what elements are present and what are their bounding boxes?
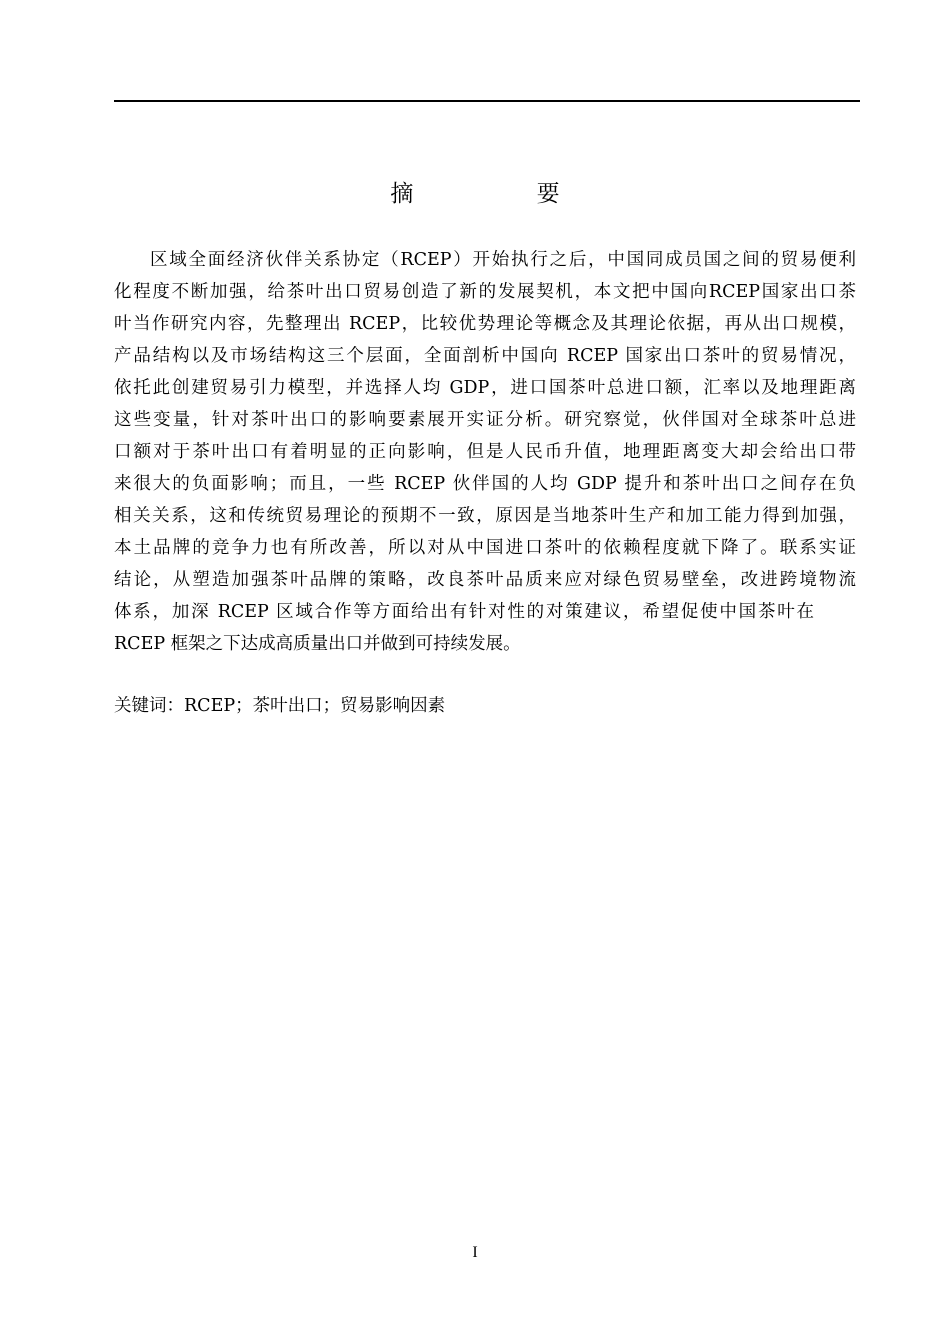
abstract-line: 口额对于茶叶出口有着明显的正向影响，但是人民币升值，地理距离变大却会给出口带 <box>114 442 856 462</box>
abstract-line: 结论，从塑造加强茶叶品牌的策略，改良茶叶品质来应对绿色贸易壁垒，改进跨境物流 <box>114 570 856 590</box>
abstract-line: 相关关系，这和传统贸易理论的预期不一致，原因是当地茶叶生产和加工能力得到加强， <box>114 506 856 526</box>
abstract-line: RCEP 框架之下达成高质量出口并做到可持续发展。 <box>114 634 521 654</box>
abstract-title: 摘 要 <box>390 181 618 207</box>
keywords-value: RCEP；茶叶出口；贸易影响因素 <box>184 696 446 716</box>
keywords <box>114 690 445 722</box>
abstract-line: 本土品牌的竞争力也有所改善，所以对从中国进口茶叶的依赖程度就下降了。联系实证 <box>114 538 856 558</box>
abstract-line: 化程度不断加强，给茶叶出口贸易创造了新的发展契机，本文把中国向RCEP国家出口茶 <box>114 282 856 302</box>
abstract-line: 叶当作研究内容，先整理出 RCEP，比较优势理论等概念及其理论依据，再从出口规模， <box>114 314 856 334</box>
abstract-line: 产品结构以及市场结构这三个层面，全面剖析中国向 RCEP 国家出口茶叶的贸易情况， <box>114 346 856 366</box>
abstract-line: 体系，加深 RCEP 区域合作等方面给出有针对性的对策建议，希望促使中国茶叶在 <box>114 602 814 622</box>
page-number: I <box>472 1244 478 1261</box>
abstract-line: 区域全面经济伙伴关系协定（RCEP）开始执行之后，中国同成员国之间的贸易便利 <box>150 250 856 270</box>
abstract-line: 这些变量，针对茶叶出口的影响要素展开实证分析。研究察觉，伙伴国对全球茶叶总进 <box>114 410 856 430</box>
abstract-body <box>114 244 856 660</box>
abstract-line: 依托此创建贸易引力模型，并选择人均 GDP，进口国茶叶总进口额，汇率以及地理距离 <box>114 378 856 398</box>
keywords-label: 关键词： <box>114 696 184 716</box>
header-rule <box>114 100 860 102</box>
abstract-line: 来很大的负面影响；而且，一些 RCEP 伙伴国的人均 GDP 提升和茶叶出口之间存在负 <box>114 474 856 494</box>
